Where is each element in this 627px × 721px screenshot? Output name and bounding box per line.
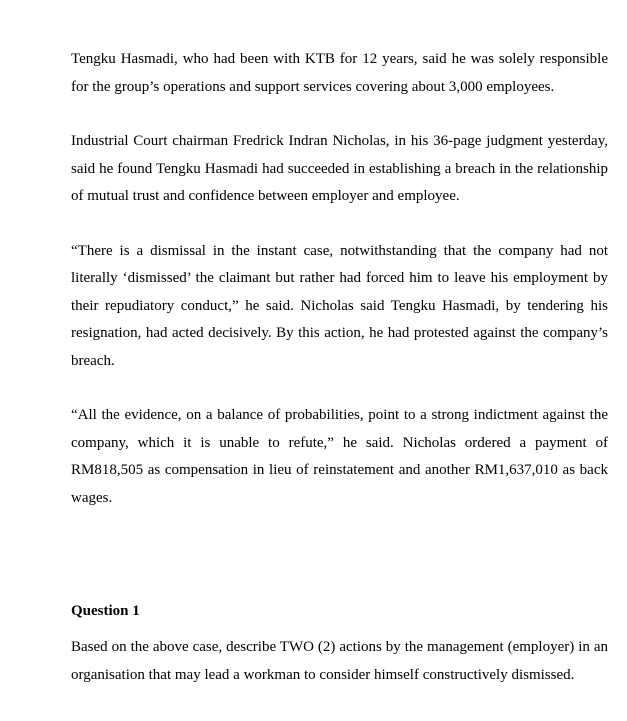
- question-heading: Question 1: [71, 603, 140, 619]
- question-text: Based on the above case, describe TWO (2) actions by the management (employer) in an organisation that may lead a workman to consider himself constructively dismissed.: [71, 639, 608, 683]
- paragraph-dismissal-quote: “There is a dismissal in the instant case, notwithstanding that the company had not literally ‘dismissed’ the claimant but rather had forced him to leave his employment by their repudiatory conduct,” he said. Nicholas said Tengku Hasmadi, by tendering his resignation, had acted decisively. By this action, he had protested against the company’s breach.: [71, 242, 608, 369]
- document-page: [71, 46, 608, 683]
- paragraph-tenure: Tengku Hasmadi, who had been with KTB for 12 years, said he was solely responsible for the group’s operations and support services covering about 3,000 employees.: [71, 51, 608, 95]
- paragraph-judgment: Industrial Court chairman Fredrick Indran Nicholas, in his 36-page judgment yesterday, said he found Tengku Hasmadi had succeeded in establishing a breach in the relationship of mutual trust and confidence between employer and employee.: [71, 133, 608, 204]
- paragraph-compensation: “All the evidence, on a balance of probabilities, point to a strong indictment against the company, which it is unable to refute,” he said. Nicholas ordered a payment of RM818,505 as compensation in lieu of reinstatement and another RM1,637,010 as back wages.: [71, 407, 608, 506]
